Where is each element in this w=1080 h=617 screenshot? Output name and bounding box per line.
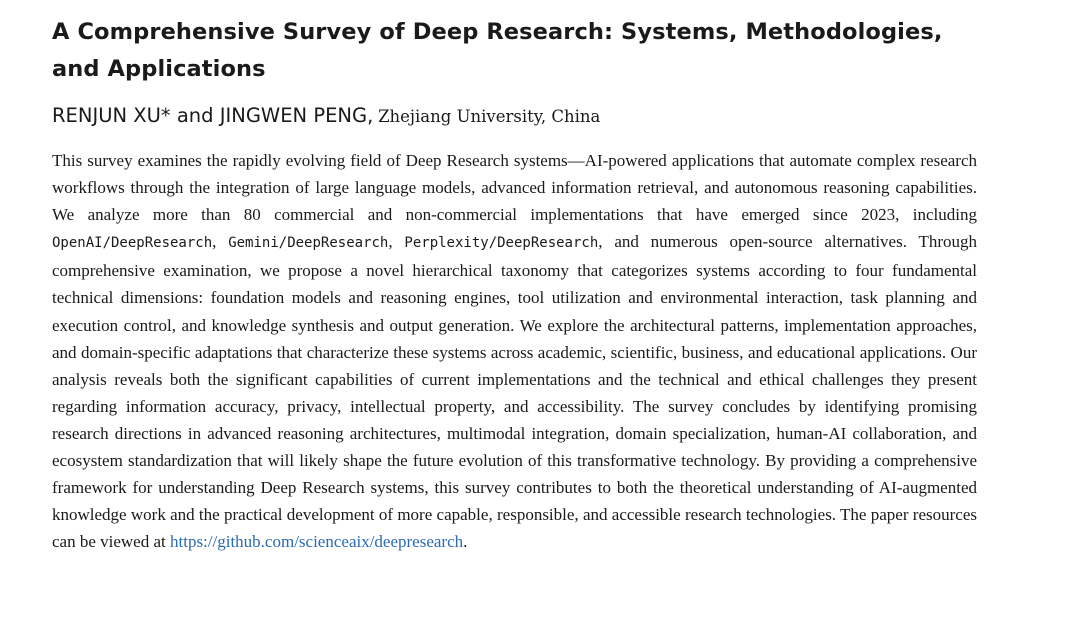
abstract-sep: , (212, 232, 229, 252)
abstract-sep: , (388, 232, 405, 252)
github-link[interactable]: https://github.com/scienceaix/deepresearch (170, 532, 464, 552)
author-names: RENJUN XU* and JINGWEN PENG (52, 104, 368, 127)
affiliation: Zhejiang University, China (378, 107, 601, 126)
code-perplexity-deepresearch: Perplexity/DeepResearch (404, 235, 599, 252)
abstract-text: , and numerous open-source alternatives. Through comprehensive examination, we propose a novel hierarchical taxonomy that categorizes systems according to four fundamental technical dimensions: foundation models and reasoning engines, tool utilization and environmental interaction, task planning and execution control, and knowledge synthesis and output generation. We explore the architectural patterns, implementation approaches, and domain-specific adaptations that characterize these systems across academic, scientific, business, and educational applications. Our analysis reveals both the significant capabilities of current implementations and the technical and ethical challenges they present regarding information accuracy, privacy, intellectual property, and accessibility. The survey concludes by identifying promising research directions in advanced reasoning architectures, multimodal integration, domain specialization, human-AI collaboration, and ecosystem standardization that will likely shape the future evolution of this transformative technology. By providing a comprehensive framework for understanding Deep Research systems, this survey contributes to both the theoretical understanding of AI-augmented knowledge work and the practical development of more capable, responsible, and accessible research technologies. The paper resources can be viewed at (52, 232, 977, 552)
abstract (52, 147, 977, 555)
author-separator: , (367, 104, 374, 127)
abstract-end: . (463, 532, 468, 552)
paper-title: A Comprehensive Survey of Deep Research: Systems, Methodologies, and Applications (52, 19, 943, 82)
code-openai-deepresearch: OpenAI/DeepResearch (52, 235, 213, 252)
paper-page (52, 14, 977, 572)
abstract-text: This survey examines the rapidly evolving field of Deep Research systems—AI-powered applications that automate complex research workflows through the integration of large language models, advanced information retrieval, and autonomous reasoning capabilities. We analyze more than 80 commercial and non-commercial implementations that have emerged since 2023, including (52, 151, 977, 225)
code-gemini-deepresearch: Gemini/DeepResearch (228, 235, 389, 252)
author-line (52, 104, 977, 129)
